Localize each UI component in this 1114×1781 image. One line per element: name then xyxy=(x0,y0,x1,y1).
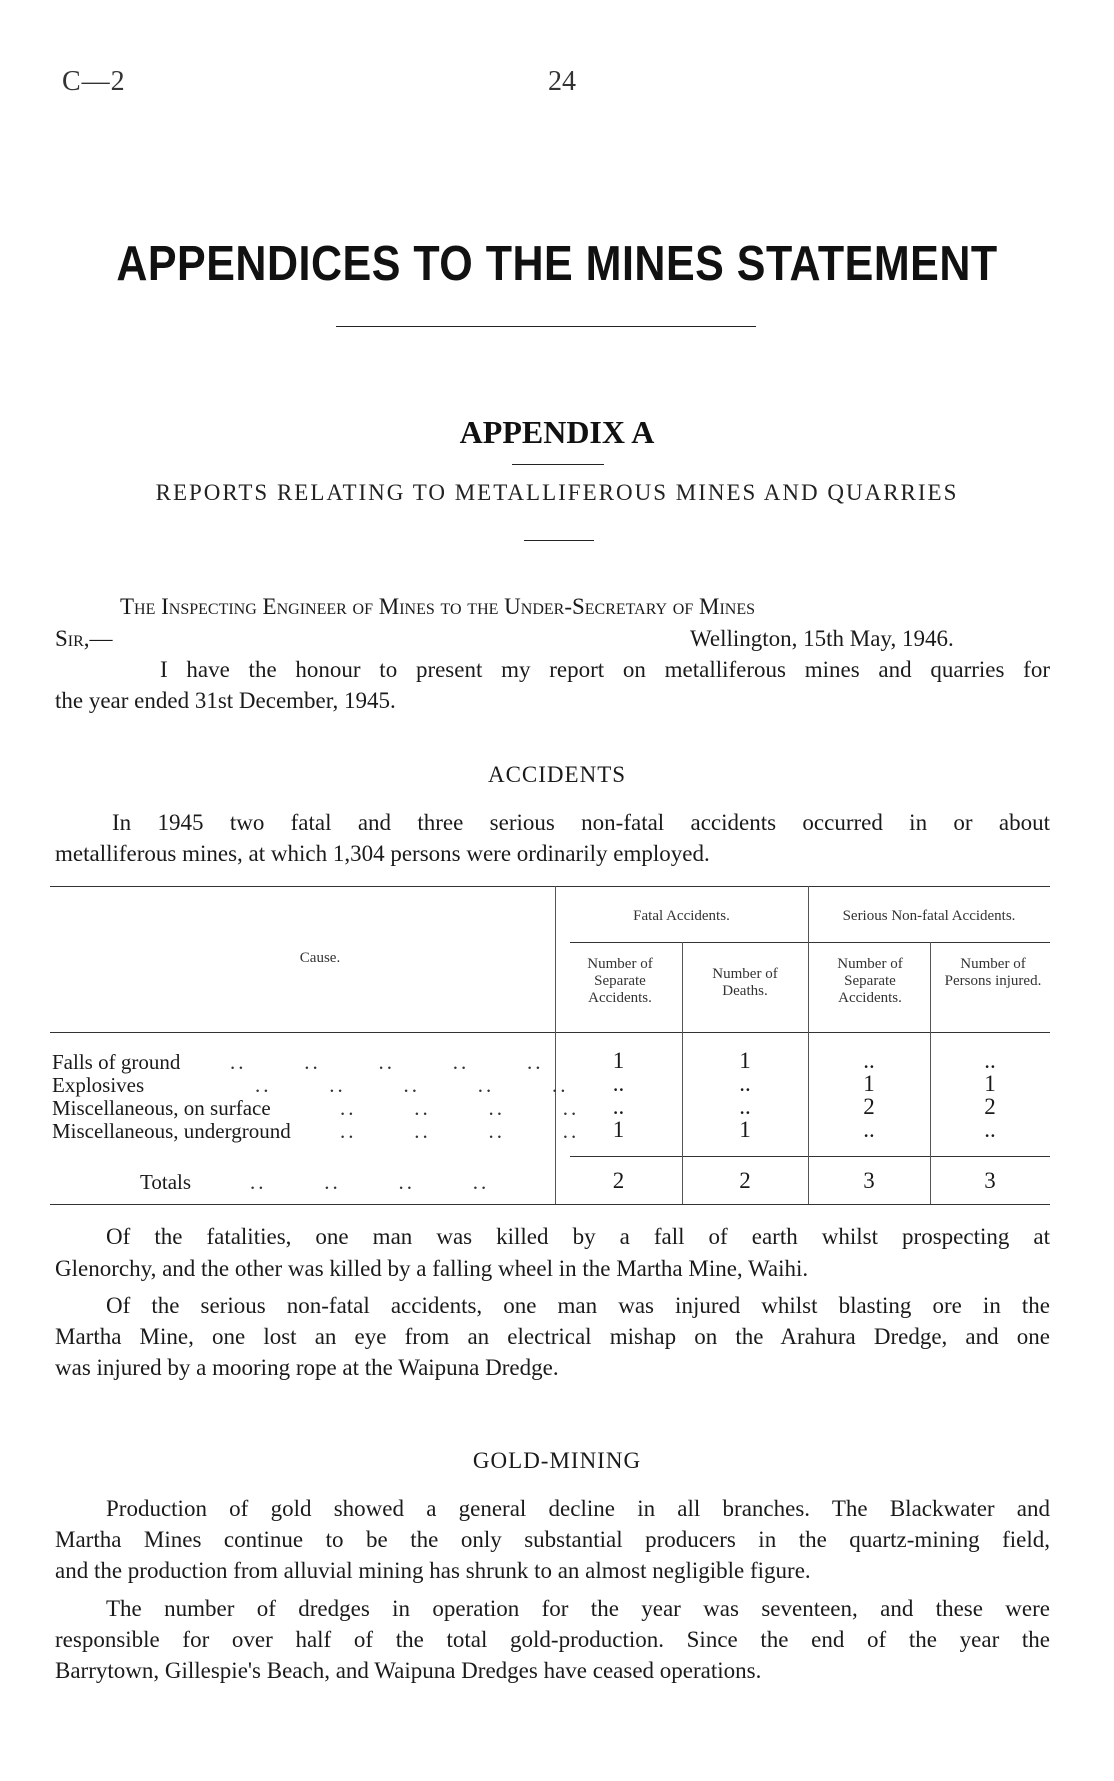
cell-r1-c1: 1 xyxy=(612,1048,625,1073)
row-cause-falls-of-ground: Falls of ground xyxy=(52,1050,181,1074)
cell-r2-c2: .. xyxy=(739,1071,751,1096)
row-cause-misc-surface: Miscellaneous, on surface xyxy=(52,1096,271,1120)
cell-r3-c4: 2 xyxy=(984,1094,996,1119)
letter-place-date: Wellington, 15th May, 1946. xyxy=(690,626,954,651)
row-cause-explosives: Explosives xyxy=(52,1073,145,1097)
fatalities-line-1: Of the fatalities, one man was killed by a fall of earth whilst prospecting at xyxy=(106,1224,1050,1249)
letter-body-line-2: the year ended 31st December, 1945. xyxy=(55,688,396,713)
col-header-fatal-accidents: Number of Separate Accidents. xyxy=(587,956,653,1006)
group-header-rule xyxy=(570,942,1050,943)
accidents-intro-line-1: In 1945 two fatal and three serious non-fatal accidents occurred in or about xyxy=(112,810,1050,835)
col-rule-3 xyxy=(808,886,809,1204)
subtitle-rule xyxy=(524,540,594,541)
col-header-deaths: Number of Deaths. xyxy=(712,966,778,999)
cell-r2-c1: .. xyxy=(612,1071,625,1096)
cell-r3-c2: .. xyxy=(739,1094,751,1119)
table-bottom-rule xyxy=(50,1204,1050,1205)
row-cause-misc-underground: Miscellaneous, underground xyxy=(52,1119,291,1143)
nonfatal-line-1: Of the serious non-fatal accidents, one man was injured whilst blasting ore in the xyxy=(106,1293,1050,1318)
cell-r4-c3: .. xyxy=(863,1117,875,1142)
total-c2: 2 xyxy=(739,1168,751,1193)
nonfatal-group-header: Serious Non-fatal Accidents. xyxy=(842,908,1016,924)
cell-r4-c1: 1 xyxy=(612,1117,625,1142)
cause-header: Cause. xyxy=(299,950,341,966)
page-number: 24 xyxy=(548,66,576,97)
cell-r1-c2: 1 xyxy=(739,1048,751,1073)
col-header-nonfatal-accidents: Number of Separate Accidents. xyxy=(837,956,903,1006)
col-header-persons-injured: Number of Persons injured. xyxy=(944,956,1042,989)
gold-mining-heading: GOLD-MINING xyxy=(472,1448,642,1473)
col-rule-1 xyxy=(555,886,556,1204)
total-c3: 3 xyxy=(863,1168,875,1193)
gold-para1-line-1: Production of gold showed a general decline in all branches. The Blackwater and xyxy=(106,1496,1050,1521)
total-c4: 3 xyxy=(984,1168,996,1193)
nonfatal-line-3: was injured by a mooring rope at the Waipuna Dredge. xyxy=(55,1355,559,1380)
leader-dots: .. .. .. .. .. xyxy=(230,1050,544,1074)
main-title: APPENDICES TO THE MINES STATEMENT xyxy=(116,236,998,292)
appendix-title: APPENDIX A xyxy=(459,414,655,450)
totals-label: Totals xyxy=(140,1170,192,1194)
cell-r4-c2: 1 xyxy=(739,1117,751,1142)
letter-salutation: Sir,— xyxy=(55,626,113,651)
table-top-rule xyxy=(50,886,1050,887)
gold-para1-line-3: and the production from alluvial mining has shrunk to an almost negligible figure. xyxy=(55,1558,811,1583)
leader-dots: .. .. .. .. .. xyxy=(255,1073,569,1097)
fatalities-line-2: Glenorchy, and the other was killed by a falling wheel in the Martha Mine, Waihi. xyxy=(55,1256,809,1281)
appendix-rule xyxy=(512,464,604,465)
nonfatal-line-2: Martha Mine, one lost an eye from an electrical mishap on the Arahura Dredge, and one xyxy=(55,1324,1050,1349)
cell-r4-c4: .. xyxy=(984,1117,996,1142)
cell-r2-c3: 1 xyxy=(863,1071,875,1096)
title-rule xyxy=(336,326,756,327)
letter-addressee: The Inspecting Engineer of Mines to the Under-Secretary of Mines xyxy=(120,594,756,619)
table-totals-rule xyxy=(570,1156,1050,1157)
appendix-subtitle: REPORTS RELATING TO METALLIFEROUS MINES AND QUARRIES xyxy=(155,480,959,505)
total-c1: 2 xyxy=(612,1168,625,1193)
cell-r3-c1: .. xyxy=(612,1094,625,1119)
document-code: C—2 xyxy=(62,66,126,97)
gold-para2-line-3: Barrytown, Gillespie's Beach, and Waipuna Dredges have ceased operations. xyxy=(55,1658,762,1683)
accidents-heading: ACCIDENTS xyxy=(487,762,627,787)
leader-dots: .. .. .. .. xyxy=(340,1119,580,1143)
gold-para2-line-1: The number of dredges in operation for the year was seventeen, and these were xyxy=(106,1596,1050,1621)
leader-dots: .. .. .. .. xyxy=(250,1170,490,1194)
letter-body-line-1: I have the honour to present my report on metalliferous mines and quarries for xyxy=(160,657,1050,682)
cell-r1-c3: .. xyxy=(863,1048,875,1073)
fatal-group-header: Fatal Accidents. xyxy=(633,908,730,924)
table-header-rule xyxy=(50,1032,1050,1033)
cell-r3-c3: 2 xyxy=(863,1094,875,1119)
cell-r1-c4: .. xyxy=(984,1048,996,1073)
leader-dots: .. .. .. .. xyxy=(340,1096,580,1120)
accidents-intro-line-2: metalliferous mines, at which 1,304 persons were ordinarily employed. xyxy=(55,841,710,866)
gold-para1-line-2: Martha Mines continue to be the only substantial producers in the quartz-mining field, xyxy=(55,1527,1050,1552)
gold-para2-line-2: responsible for over half of the total gold-production. Since the end of the year the xyxy=(55,1627,1050,1652)
accidents-table xyxy=(50,886,1050,1206)
cell-r2-c4: 1 xyxy=(984,1071,996,1096)
